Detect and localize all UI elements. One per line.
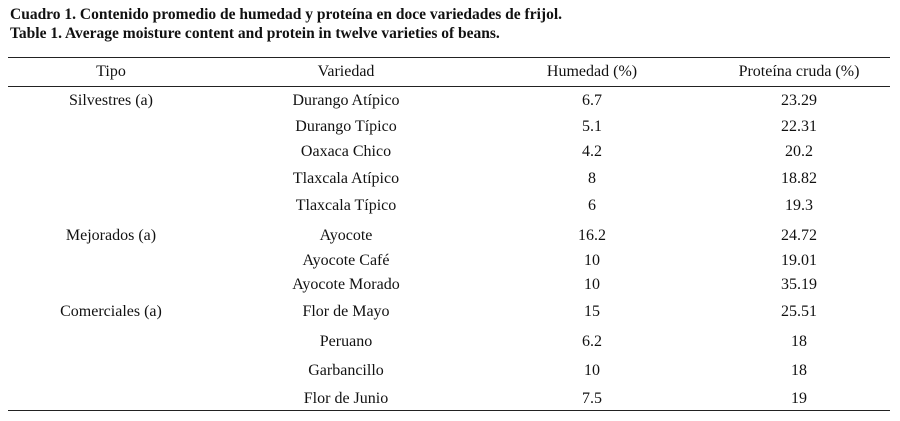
cell-tipo: Mejorados (a) [65,227,157,244]
header-tipo: Tipo [96,63,126,80]
table-top-rule [8,57,890,58]
cell-variedad: Ayocote Morado [292,276,400,293]
cell-variedad: Oaxaca Chico [300,143,392,160]
table-bottom-rule [8,410,890,411]
table-caption-spanish: Cuadro 1. Contenido promedio de humedad y proteína en doce variedades de frijol. [10,6,562,23]
cell-variedad: Ayocote [319,227,373,244]
cell-humedad: 7.5 [582,390,602,407]
cell-proteina: 35.19 [781,276,817,293]
cell-variedad: Durango Típico [295,118,397,135]
cell-humedad: 4.2 [582,143,602,160]
cell-proteina: 18.82 [781,170,817,187]
cell-humedad: 8 [588,170,596,187]
cell-humedad: 16.2 [578,227,606,244]
cell-humedad: 6.7 [582,92,602,109]
header-humedad: Humedad (%) [546,63,638,80]
cell-proteina: 25.51 [781,303,817,320]
cell-humedad: 6.2 [582,333,602,350]
cell-variedad: Durango Atípico [292,92,400,109]
cell-humedad: 6 [588,197,596,214]
cell-proteina: 19.3 [785,197,813,214]
cell-variedad: Tlaxcala Típico [295,197,397,214]
cell-variedad: Ayocote Café [302,252,390,269]
cell-variedad: Tlaxcala Atípico [292,170,400,187]
cell-proteina: 24.72 [781,227,817,244]
cell-variedad: Flor de Mayo [302,303,390,320]
cell-humedad: 10 [584,362,600,379]
cell-variedad: Garbancillo [308,362,384,379]
cell-variedad: Peruano [319,333,373,350]
cell-proteina: 19 [791,390,807,407]
cell-tipo: Silvestres (a) [69,92,153,109]
cell-humedad: 10 [584,276,600,293]
cell-proteina: 22.31 [781,118,817,135]
cell-proteina: 19.01 [781,252,817,269]
cell-humedad: 15 [584,303,600,320]
cell-proteina: 23.29 [781,92,817,109]
table-header-rule [8,86,890,87]
cell-variedad: Flor de Junio [303,390,389,407]
cell-humedad: 10 [584,252,600,269]
header-variedad: Variedad [317,63,375,80]
cell-tipo: Comerciales (a) [60,303,162,320]
cell-proteina: 20.2 [785,143,813,160]
cell-humedad: 5.1 [582,118,602,135]
cell-proteina: 18 [791,362,807,379]
header-proteina: Proteína cruda (%) [738,63,860,80]
table-caption-english: Table 1. Average moisture content and protein in twelve varieties of beans. [10,25,500,42]
cell-proteina: 18 [791,333,807,350]
